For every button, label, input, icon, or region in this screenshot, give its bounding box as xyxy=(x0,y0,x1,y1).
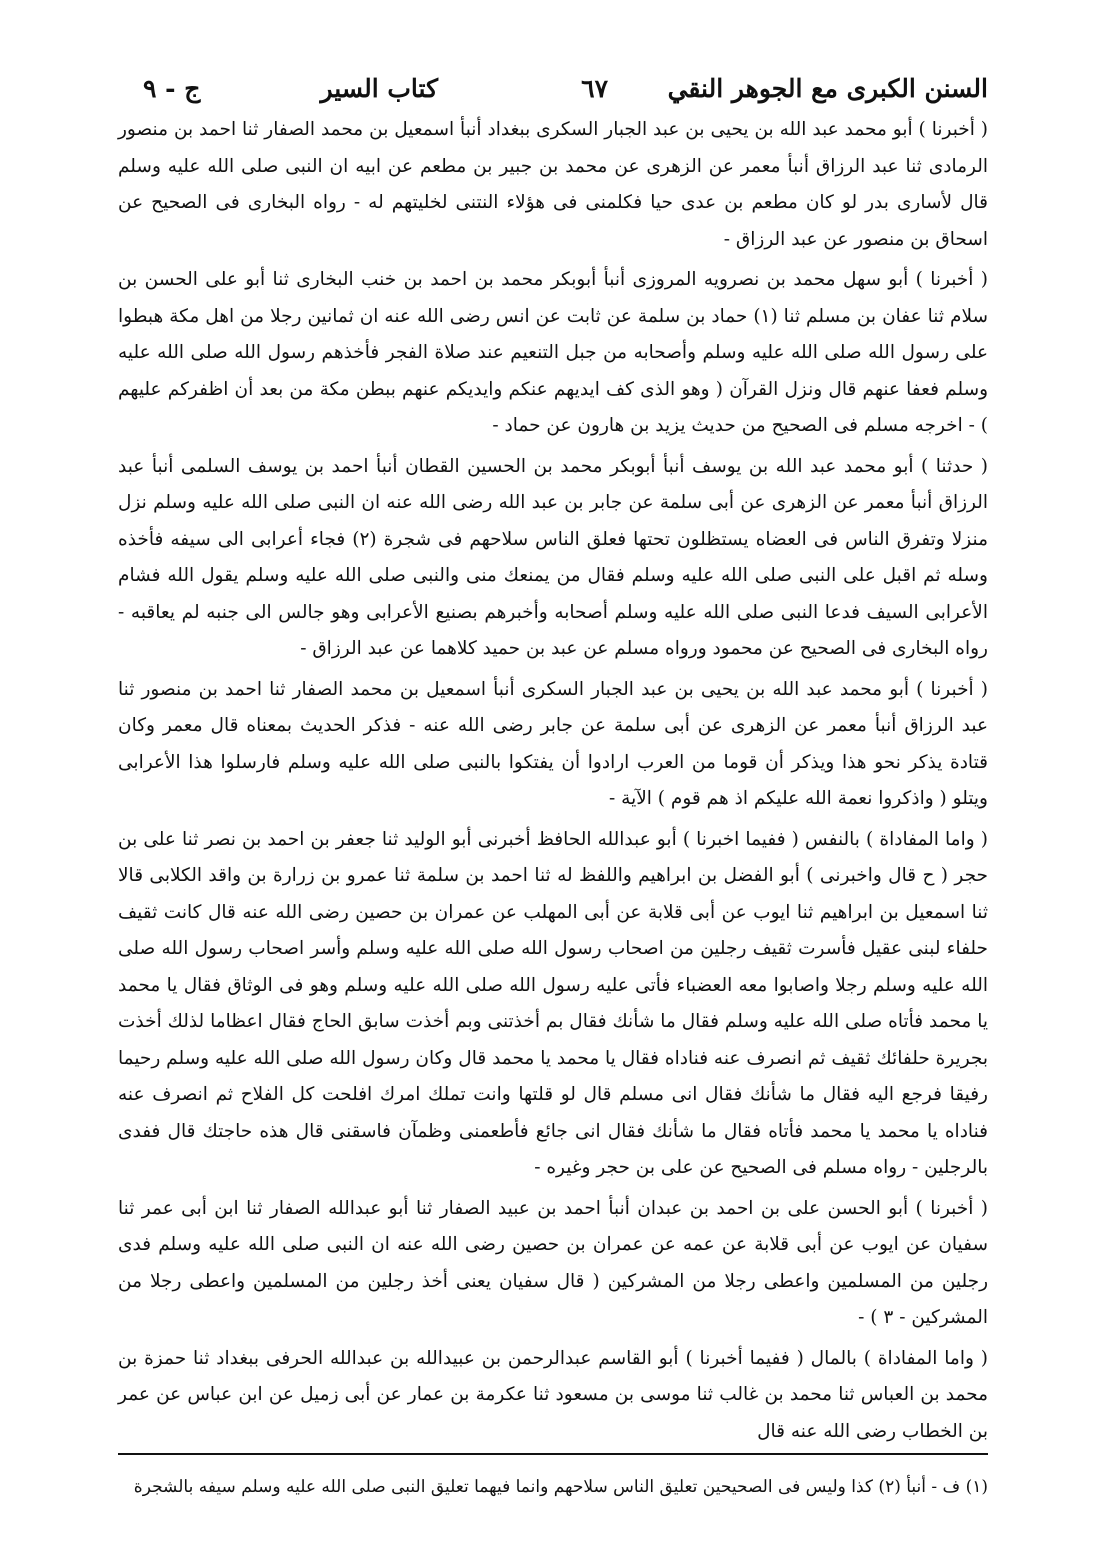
book-title: السنن الكبرى مع الجوهر النقي xyxy=(667,74,988,103)
running-header xyxy=(118,72,988,112)
page-number: ٦٧ xyxy=(581,74,608,103)
volume-number: ج - ٩ xyxy=(143,74,201,103)
paragraph: ( أخبرنا ) أبو محمد عبد الله بن يحيى بن عبد الجبار السكرى ببغداد أنبأ اسمعيل بن محمد الصفار ثنا احمد بن منصور الرمادى ثنا عبد الرزاق أنبأ معمر عن الزهرى عن محمد بن جبير بن مطعم عن ابيه ان النبى صلى الله عليه وسلم قال لأسارى بدر لو كان مطعم بن عدى حيا فكلمنى فى هؤلاء النتنى لخليتهم له - رواه البخارى فى الصحيح عن اسحاق بن منصور عن عبد الرزاق - xyxy=(118,119,988,250)
paragraph: ( واما المفاداة ) بالمال ( ففيما أخبرنا ) أبو القاسم عبدالرحمن بن عبيدالله بن عبدالله الحرفى ببغداد ثنا حمزة بن محمد بن العباس ثنا محمد بن غالب ثنا موسى بن مسعود ثنا عكرمة بن عمار عن أبى زميل عن ابن عباس عن عمر بن الخطاب رضى الله عنه قال xyxy=(118,1347,988,1442)
footnote-divider xyxy=(118,1453,988,1455)
paragraph: ( حدثنا ) أبو محمد عبد الله بن يوسف أنبأ أبوبكر محمد بن الحسين القطان أنبأ احمد بن يوسف السلمى أنبأ عبد الرزاق أنبأ معمر عن الزهرى عن أبى سلمة عن جابر بن عبد الله رضى الله عنه ان النبى صلى الله عليه وسلم نزل منزلا وتفرق الناس فى العضاه يستظلون تحتها فعلق الناس سلاحهم فى شجرة (٢) فجاء أعرابى الى سيفه فأخذه وسله ثم اقبل على النبى صلى الله عليه وسلم فقال من يمنعك منى والنبى صلى الله عليه وسلم يقول الله فشام الأعرابى السيف فدعا النبى صلى الله عليه وسلم أصحابه وأخبرهم بصنيع الأعرابى وهو جالس الى جنبه لم يعاقبه - رواه البخارى فى الصحيح عن محمود ورواه مسلم عن عبد بن حميد كلاهما عن عبد الرزاق - xyxy=(118,455,988,659)
page xyxy=(118,72,988,1450)
paragraph: ( أخبرنا ) أبو محمد عبد الله بن يحيى بن عبد الجبار السكرى أنبأ اسمعيل بن محمد الصفار ثنا احمد بن منصور ثنا عبد الرزاق أنبأ معمر عن الزهرى عن أبى سلمة عن جابر رضى الله عنه - فذكر الحديث بمعناه قال معمر وكان قتادة يذكر نحو هذا ويذكر أن قوما من العرب ارادوا أن يفتكوا بالنبى صلى الله عليه وسلم فارسلوا هذا الأعرابى ويتلو ( واذكروا نعمة الله عليكم اذ هم قوم ) الآية - xyxy=(118,678,988,809)
footnote: (١) ف - أنبأ (٢) كذا وليس فى الصحيحين تعليق الناس سلاحهم وانما فيهما تعليق النبى صلى الله عليه وسلم سيفه بالشجرة xyxy=(133,1477,988,1497)
paragraph: ( واما المفاداة ) بالنفس ( ففيما اخبرنا ) أبو عبدالله الحافظ أخبرنى أبو الوليد ثنا جعفر بن احمد بن نصر ثنا على بن حجر ( ح قال واخبرنى ) أبو الفضل بن ابراهيم واللفظ له ثنا احمد بن سلمة ثنا عمرو بن زرارة بن واقد الكلابى قالا ثنا اسمعيل بن ابراهيم ثنا ايوب عن أبى قلابة عن أبى المهلب عن عمران بن حصين رضى الله عنه قال كانت ثقيف حلفاء لبنى عقيل فأسرت ثقيف رجلين من اصحاب رسول الله صلى الله عليه وسلم وأسر اصحاب رسول الله صلى الله عليه وسلم رجلا واصابوا معه العضباء فأتى عليه رسول الله صلى الله عليه وسلم وهو فى الوثاق فقال يا محمد يا محمد فأتاه صلى الله عليه وسلم فقال ما شأنك فقال بم أخذتنى وبم أخذت سابق الحاج فقال اعظاما لذلك أخذت بجريرة حلفائك ثقيف ثم انصرف عنه فناداه فقال يا محمد يا محمد قال وكان رسول الله صلى الله عليه وسلم رحيما رفيقا فرجع اليه فقال ما شأنك فقال انى مسلم قال لو قلتها وانت تملك امرك افلحت كل الفلاح ثم انصرف عنه فناداه يا محمد يا محمد فأتاه فقال ما شأنك فقال انى جائع فأطعمنى وظمآن فاسقنى قال هذه حاجتك قال ففدى بالرجلين - رواه مسلم فى الصحيح عن على بن حجر وغيره - xyxy=(118,828,988,1178)
body-text xyxy=(118,112,988,1450)
paragraph: ( أخبرنا ) أبو سهل محمد بن نصرويه المروزى أنبأ أبوبكر محمد بن احمد بن خنب البخارى ثنا أبو على الحسن بن سلام ثنا عفان بن مسلم ثنا (١) حماد بن سلمة عن ثابت عن انس رضى الله عنه ان ثمانين رجلا من اهل مكة هبطوا على رسول الله صلى الله عليه وسلم وأصحابه من جبل التنعيم عند صلاة الفجر فأخذهم رسول الله صلى الله عليه وسلم فعفا عنهم قال ونزل القرآن ( وهو الذى كف ايديهم عنكم وايديكم عنهم ببطن مكة من بعد أن اظفركم عليهم ) - اخرجه مسلم فى الصحيح من حديث يزيد بن هارون عن حماد - xyxy=(118,269,988,436)
paragraph: ( أخبرنا ) أبو الحسن على بن احمد بن عبدان أنبأ احمد بن عبيد الصفار ثنا أبو عبدالله الصفار ثنا ابن أبى عمر ثنا سفيان عن ايوب عن أبى قلابة عن عمه عن عمران بن حصين رضى الله عنه ان النبى صلى الله عليه وسلم فدى رجلين من المسلمين واعطى رجلا من المشركين ( قال سفيان يعنى أخذ رجلين من المسلمين واعطى رجلا من المشركين - ٣ ) - xyxy=(118,1197,989,1328)
section-title: كتاب السير xyxy=(320,74,438,103)
